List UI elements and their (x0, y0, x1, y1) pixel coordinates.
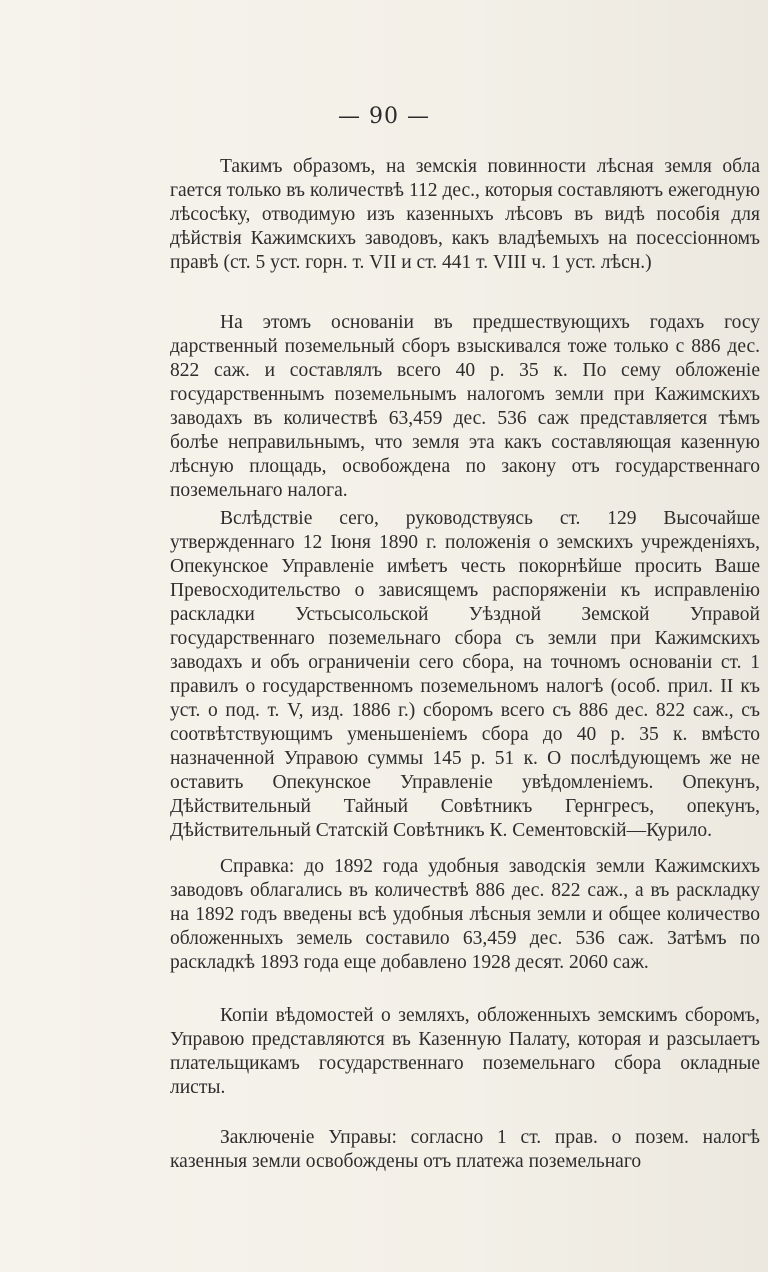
paragraph-text: Копіи вѣдомостей о земляхъ, обложенныхъ земскимъ сборомъ, Управою представляются въ Казенную Палату, которая и разсылаетъ плательщикамъ государственнаго поземельнаго сбора окладные листы. (170, 1005, 760, 1098)
page-number: — 90 — (338, 104, 430, 129)
paragraph-land-taxation (170, 155, 760, 289)
paragraph-request (170, 507, 760, 857)
paragraph-conclusion (170, 1126, 760, 1188)
paragraph-text: Вслѣдствіе сего, руководствуясь ст. 129 Высочайше утвержденнаго 12 Іюня 1890 г. положенія о земскихъ учрежденіяхъ, Опекунское Управленіе имѣетъ честь покорнѣйше просить Ваше Превосходительство о зависящемъ распоряженіи къ исправленію раскладки Устьсысольской Уѣздной Земской Управой государственнаго поземельнаго сбора съ земли при Кажимскихъ заводахъ и объ ограниченіи сего сбора, на точномъ основаніи ст. 1 правилъ о государственномъ поземельномъ налогѣ (особ. прил. II къ уст. о под. т. V, изд. 1886 г.) сборомъ всего съ 886 дес. 822 саж., съ соотвѣтствующимъ уменьшеніемъ сбора до 40 р. 35 к. вмѣсто назначенной Управою суммы 145 р. 51 к. О послѣдующемъ же не оставить Опекунское Управленіе увѣдомленіемъ. Опекунъ, Дѣйствительный Тайный Совѣтникъ Гернгресъ, опекунъ, Дѣйствительный Статскій Совѣтникъ К. Сементовскій—Курило. (170, 508, 760, 841)
paragraph-text: Заключеніе Управы: согласно 1 ст. прав. о позем. налогѣ казенныя земли освобождены отъ платежа поземельнаго (170, 1127, 760, 1172)
paragraph-text: Справка: до 1892 года удобныя заводскія земли Кажимскихъ заводовъ облагались въ количествѣ 886 дес. 822 саж., а въ раскладку на 1892 годъ введены всѣ удобныя лѣсныя земли и общее количество обложенныхъ земель составило 63,459 дес. 536 саж. Затѣмъ по раскладкѣ 1893 года еще добавлено 1928 десят. 2060 саж. (170, 856, 760, 973)
paragraph-copies (170, 1004, 760, 1114)
paragraph-text: На этомъ основаніи въ предшествующихъ годахъ госу дарственный поземельный сборъ взыскивался тоже только с 886 дес. 822 саж. и составлялъ всего 40 р. 35 к. По сему обложеніе государственнымъ поземельнымъ налогомъ земли при Кажимскихъ заводахъ въ количествѣ 63,459 дес. 536 саж представляется тѣмъ болѣе неправильнымъ, что земля эта какъ составляющая казенную лѣсную площадь, освобождена по закону отъ государственнаго поземельнаго налога. (170, 312, 760, 501)
paragraph-reference (170, 855, 760, 989)
paragraph-text: Такимъ образомъ, на земскія повинности лѣсная земля обла гается только въ количествѣ 112 дес., которыя составляютъ ежегодную лѣсосѣку, отводимую изъ казенныхъ лѣсовъ въ видѣ пособія для дѣйствія Кажимскихъ заводовъ, какъ владѣемыхъ на посессіонномъ правѣ (ст. 5 уст. горн. т. VII и ст. 441 т. VIII ч. 1 уст. лѣсн.) (170, 156, 760, 273)
paragraph-previous-years (170, 311, 760, 517)
